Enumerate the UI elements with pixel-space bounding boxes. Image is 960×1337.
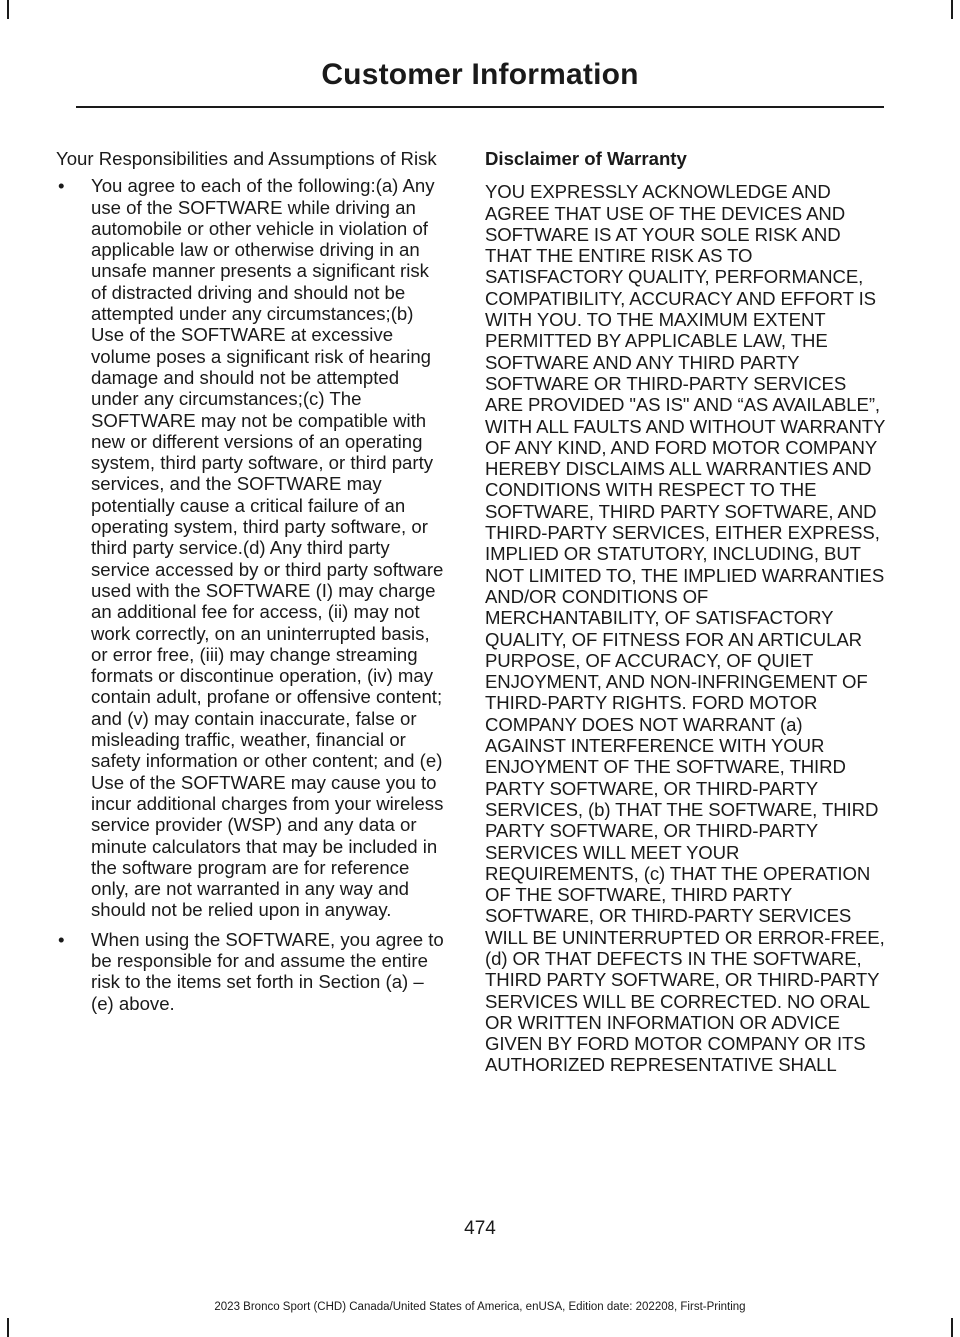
bullet-text: When using the SOFTWARE, you agree to be responsible for and assume the entire risk to the items set forth in Section (a) – (e) above. xyxy=(91,928,444,1014)
list-item xyxy=(56,929,448,1014)
crop-mark-top-right xyxy=(951,0,953,19)
right-column xyxy=(485,148,885,1076)
crop-mark-bottom-right xyxy=(951,1318,953,1337)
page-number: 474 xyxy=(464,1218,496,1239)
bullet-text: You agree to each of the following:(a) Any use of the SOFTWARE while driving an automobile or other vehicle in violation of applicable law or otherwise driving in an unsafe manner presents a significant risk of distracted driving and should not be attempted under any circumstances;(b) Use of the SOFTWARE at excessive volume poses a significant risk of hearing damage and should not be attempted under any circumstances;(c) The SOFTWARE may not be compatible with new or different versions of an operating system, third party software, or third party services, and the SOFTWARE may potentially cause a critical failure of an operating system, third party software, or third party service.(d) Any third party service accessed by or third party software used with the SOFTWARE (I) may charge an additional fee for access, (ii) may not work correctly, on an uninterrupted basis, or error free, (iii) may change streaming formats or discontinue operation, (iv) may contain adult, profane or offensive content; and (v) may contain inaccurate, false or misleading traffic, weather, financial or safety information or other content; and (e) Use of the SOFTWARE may cause you to incur additional charges from your wireless service provider (WSP) and any data or minute calculators that may be included in the software program are for reference only, are not warranted in any way and should not be relied upon in anyway. xyxy=(91,175,444,921)
left-column xyxy=(56,148,448,1022)
bullet-marker: • xyxy=(58,928,65,950)
crop-mark-bottom-left xyxy=(7,1318,9,1337)
section-heading: Disclaimer of Warranty xyxy=(485,148,687,169)
disclaimer-text: YOU EXPRESSLY ACKNOWLEDGE AND AGREE THAT USE OF THE DEVICES AND SOFTWARE IS AT YOUR SOLE RISK AND THAT THE ENTIRE RISK AS TO SATISFACTORY QUALITY, PERFORMANCE, COMPATIBILITY, ACCURACY AND EFFORT IS WITH YOU. TO THE MAXIMUM EXTENT PERMITTED BY APPLICABLE LAW, THE SOFTWARE AND ANY THIRD PARTY SOFTWARE OR THIRD-PARTY SERVICES ARE PROVIDED "AS IS" AND “AS AVAILABLE”, WITH ALL FAULTS AND WITHOUT WARRANTY OF ANY KIND, AND FORD MOTOR COMPANY HEREBY DISCLAIMS ALL WARRANTIES AND CONDITIONS WITH RESPECT TO THE SOFTWARE, THIRD PARTY SOFTWARE, AND THIRD-PARTY SERVICES, EITHER EXPRESS, IMPLIED OR STATUTORY, INCLUDING, BUT NOT LIMITED TO, THE IMPLIED WARRANTIES AND/OR CONDITIONS OF MERCHANTABILITY, OF SATISFACTORY QUALITY, OF FITNESS FOR AN ARTICULAR PURPOSE, OF ACCURACY, OF QUIET ENJOYMENT, AND NON-INFRINGEMENT OF THIRD-PARTY RIGHTS. FORD MOTOR COMPANY DOES NOT WARRANT (a) AGAINST INTERFERENCE WITH YOUR ENJOYMENT OF THE SOFTWARE, THIRD PARTY SOFTWARE, OR THIRD-PARTY SERVICES, (b) THAT THE SOFTWARE, THIRD PARTY SOFTWARE, OR THIRD-PARTY SERVICES WILL MEET YOUR REQUIREMENTS, (c) THAT THE OPERATION OF THE SOFTWARE, THIRD PARTY SOFTWARE, OR THIRD-PARTY SERVICES WILL BE UNINTERRUPTED OR ERROR-FREE, (d) OR THAT DEFECTS IN THE SOFTWARE, THIRD PARTY SOFTWARE, OR THIRD-PARTY SERVICES WILL BE CORRECTED. NO ORAL OR WRITTEN INFORMATION OR ADVICE GIVEN BY FORD MOTOR COMPANY OR ITS AUTHORIZED REPRESENTATIVE SHALL xyxy=(485,181,885,1076)
edition-footer: 2023 Bronco Sport (CHD) Canada/United States of America, enUSA, Edition date: 202208, First-Printing xyxy=(214,1301,746,1313)
page-title: Customer Information xyxy=(321,58,639,91)
list-item xyxy=(56,175,448,920)
section-intro: Your Responsibilities and Assumptions of Risk xyxy=(56,148,437,169)
bullet-list xyxy=(56,175,448,1014)
header-divider xyxy=(76,106,884,108)
bullet-marker: • xyxy=(58,175,65,197)
crop-mark-top-left xyxy=(7,0,9,19)
